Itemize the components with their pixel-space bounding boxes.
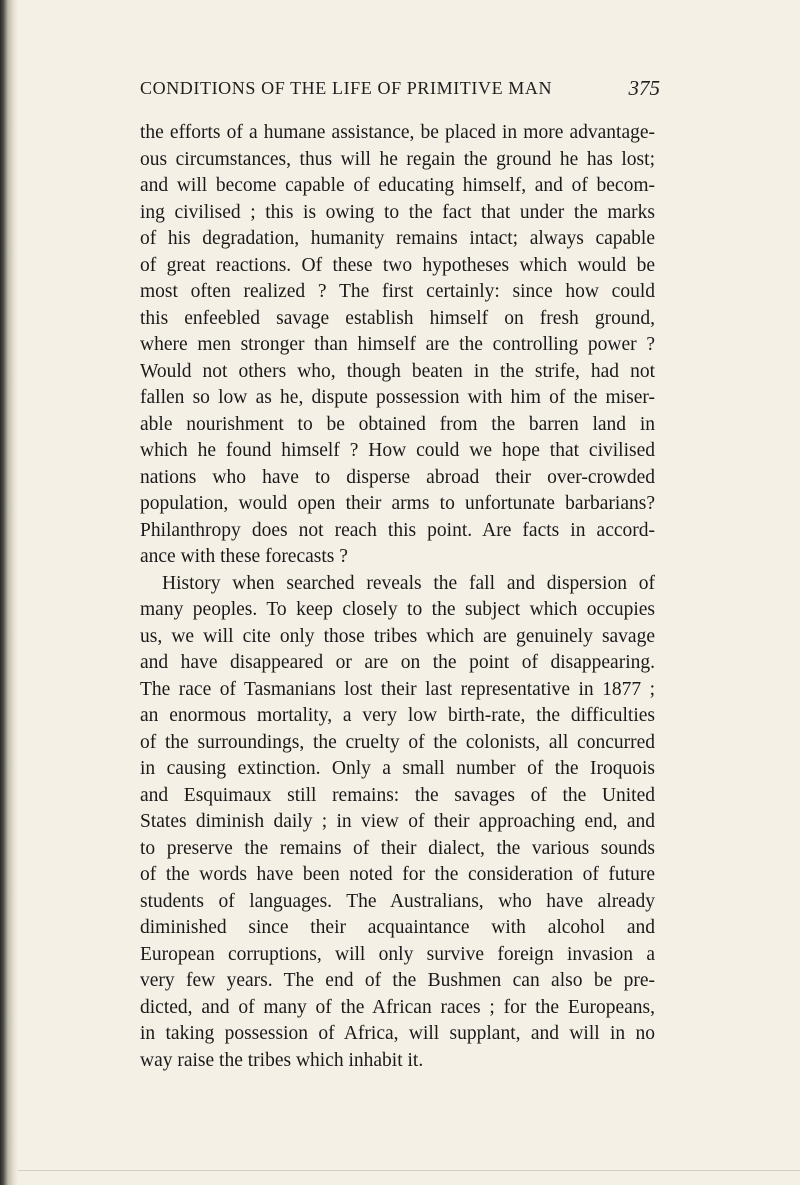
running-head [140,78,660,108]
text-line: way raise the tribes which inhabit it. [140,1049,424,1071]
text-line: to preserve the remains of their dialect, the various sounds [140,837,655,859]
text-line: dicted, and of many of the African races ; for the Europeans, [140,996,655,1018]
text-line: the efforts of a humane assistance, be placed in more advantage- [140,122,655,143]
text-line: this enfeebled savage establish himself on fresh ground, [140,307,655,329]
text-line: of great reactions. Of these two hypotheses which would be [140,254,655,276]
text-line: nations who have to disperse abroad their over-crowded [140,466,655,488]
text-line: European corruptions, will only survive foreign invasion a [140,943,655,965]
page-bottom-edge [18,1170,800,1171]
text-line: and will become capable of educating himself, and of becom- [140,175,655,196]
text-line: diminished since their acquaintance with alcohol and [140,917,655,938]
text-line: and Esquimaux still remains: the savages of the United [140,784,655,806]
text-line: of the surroundings, the cruelty of the colonists, all concurred [140,731,655,753]
text-line: ous circumstances, thus will he regain the ground he has lost; [140,148,655,170]
text-line: most often realized ? The first certainly: since how could [140,281,655,302]
text-line: very few years. The end of the Bushmen can also be pre- [140,970,655,991]
text-line: States diminish daily ; in view of their approaching end, and [140,811,655,832]
text-line: and have disappeared or are on the point of disappearing. [140,652,655,673]
text-line: us, we will cite only those tribes which are genuinely savage [140,625,655,647]
text-line: which he found himself ? How could we hope that civilised [140,440,655,461]
running-title: CONDITIONS OF THE LIFE OF PRIMITIVE MAN [140,78,553,98]
text-line: fallen so low as he, dispute possession with him of the miser- [140,387,655,408]
text-line: The race of Tasmanians lost their last representative in 1877 ; [140,678,655,700]
text-line: ance with these forecasts ? [140,546,348,567]
page-number: 375 [628,76,660,100]
text-line: Philanthropy does not reach this point. Are facts in accord- [140,519,655,541]
text-line: where men stronger than himself are the controlling power ? [140,334,655,355]
text-line: many peoples. To keep closely to the subject which occupies [140,599,655,620]
book-binding-edge [0,0,18,1185]
text-line: able nourishment to be obtained from the barren land in [140,413,655,435]
text-line: in taking possession of Africa, will supplant, and will in no [140,1023,655,1044]
text-line: History when searched reveals the fall and dispersion of [162,572,655,594]
text-line: of the words have been noted for the consideration of future [140,864,655,885]
text-line: of his degradation, humanity remains intact; always capable [140,228,655,249]
text-line: students of languages. The Australians, who have already [140,890,655,912]
text-line: ing civilised ; this is owing to the fact that under the marks [140,201,655,223]
text-line: Would not others who, though beaten in the strife, had not [140,360,655,382]
text-line: an enormous mortality, a very low birth-rate, the difficulties [140,705,655,726]
text-line: in causing extinction. Only a small number of the Iroquois [140,758,655,779]
body-text [140,120,655,1074]
text-line: population, would open their arms to unfortunate barbarians? [140,493,655,514]
